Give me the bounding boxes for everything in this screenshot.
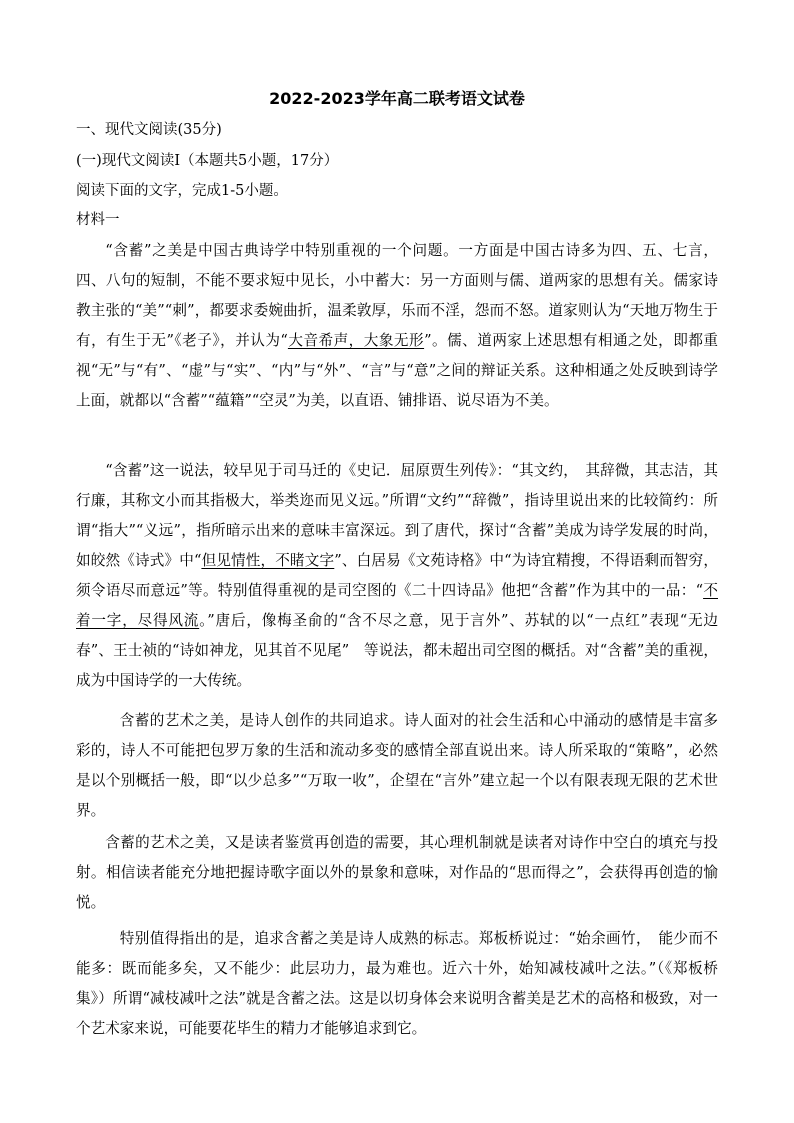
paragraph-3: 含蓄的艺术之美，是诗人创作的共同追求。诗人面对的社会生活和心中涌动的感情是丰富多彩的，诗人不可能把包罗万象的生活和流动多变的感情全部直说出来。诗人所采取的“策略”，必然是以个别概括一般，即“以少总多”“万取一收”，企望在“言外”建立起一个以有限表现无限的艺术世界。 bbox=[76, 712, 718, 819]
material-label: 材料一 bbox=[76, 212, 120, 228]
paragraph-1-text-a: “含蓄”之美是中国古典诗学中特别重视的一个问题。一方面是中国古诗多为四、五、七言，四、八句的短制，不能不要求短中见长，小中蓄大：另一方面则与儒、道两家的思想有关。儒家诗教主张的“美”“刺”，都要求委婉曲折，温柔敦厚，乐而不淫，怨而不怒。道家则认为“天地万物生于有，有生于无”《老子》，并认为“ bbox=[76, 242, 718, 349]
section-heading: 一、现代文阅读(35分) bbox=[76, 122, 222, 138]
paragraph-5: 特别值得指出的是，追求含蓄之美是诗人成熟的标志。郑板桥说过：“始余画竹， 能少而不能多：既而能多矣，又不能少：此层功力，最为难也。近六十外，始知减枝减叶之法。”（《郑板桥集》）所谓“减枝减叶之法”就是含蓄之法。这是以切身体会来说明含蓄美是艺术的高格和极致，对一个艺术家来说，可能要花毕生的精力才能够追求到它。 bbox=[76, 930, 718, 1037]
paragraph-2 bbox=[76, 456, 718, 696]
paragraph-1-text-b: ”。儒、道两家上述思想有相通之处，即都重视“无”与“有”、“虚”与“实”、“内”与“外”、“言”与“意”之间的辩证关系。这种相通之处反映到诗学上面，就都以“含蓄”“蕴籍”“空灵”为美，以直语、铺排语、说尽语为不美。 bbox=[76, 332, 718, 409]
reading-instruction: 阅读下面的文字，完成1-5小题。 bbox=[76, 183, 288, 199]
paragraph-2-text-c: 。”唐后，像梅圣俞的“含不尽之意，见于言外”、苏轼的以“一点红”表现“无边春”、王士祯的“诗如神龙，见其首不见尾” 等说法，都未超出司空图的概括。对“含蓄”美的重视，成为中国诗学的一大传统。 bbox=[76, 612, 718, 689]
underlined-quote: 大音希声，大象无形 bbox=[287, 332, 425, 349]
subsection-heading: (一)现代文阅读Ⅰ（本题共5小题，17分） bbox=[76, 153, 339, 169]
underlined-quote: 但见情性，不睹文字 bbox=[201, 552, 335, 569]
page-title: 2022-2023学年高二联考语文试卷 bbox=[269, 89, 525, 108]
paragraph-1 bbox=[76, 236, 718, 416]
underlined-quote: 不着一字，尽得风流 bbox=[76, 582, 718, 629]
paragraph-2-text-a: “含蓄”这一说法，较早见于司马迁的《史记．屈原贾生列传》：“其文约， 其辞微，其志洁，其行廉，其称文小而其指极大，举类迩而见义远。”所谓“文约”“辞微”，指诗里说出来的比较简约：所谓“指大”“义远”，指所暗示出来的意味丰富深远。到了唐代，探讨“含蓄”美成为诗学发展的时尚，如皎然《诗式》中“ bbox=[76, 462, 718, 569]
paragraph-4: 含蓄的艺术之美，又是读者鉴赏再创造的需要，其心理机制就是读者对诗作中空白的填充与投射。相信读者能充分地把握诗歌字面以外的景象和意味，对作品的“思而得之”，会获得再创造的愉悦。 bbox=[76, 834, 718, 911]
paragraph-2-text-b: ”、白居易《文苑诗格》中“为诗宜精搜，不得语剩而智穷，须令语尽而意远”等。特别值得重视的是司空图的《二十四诗品》他把“含蓄”作为其中的一品：“ bbox=[76, 552, 718, 599]
